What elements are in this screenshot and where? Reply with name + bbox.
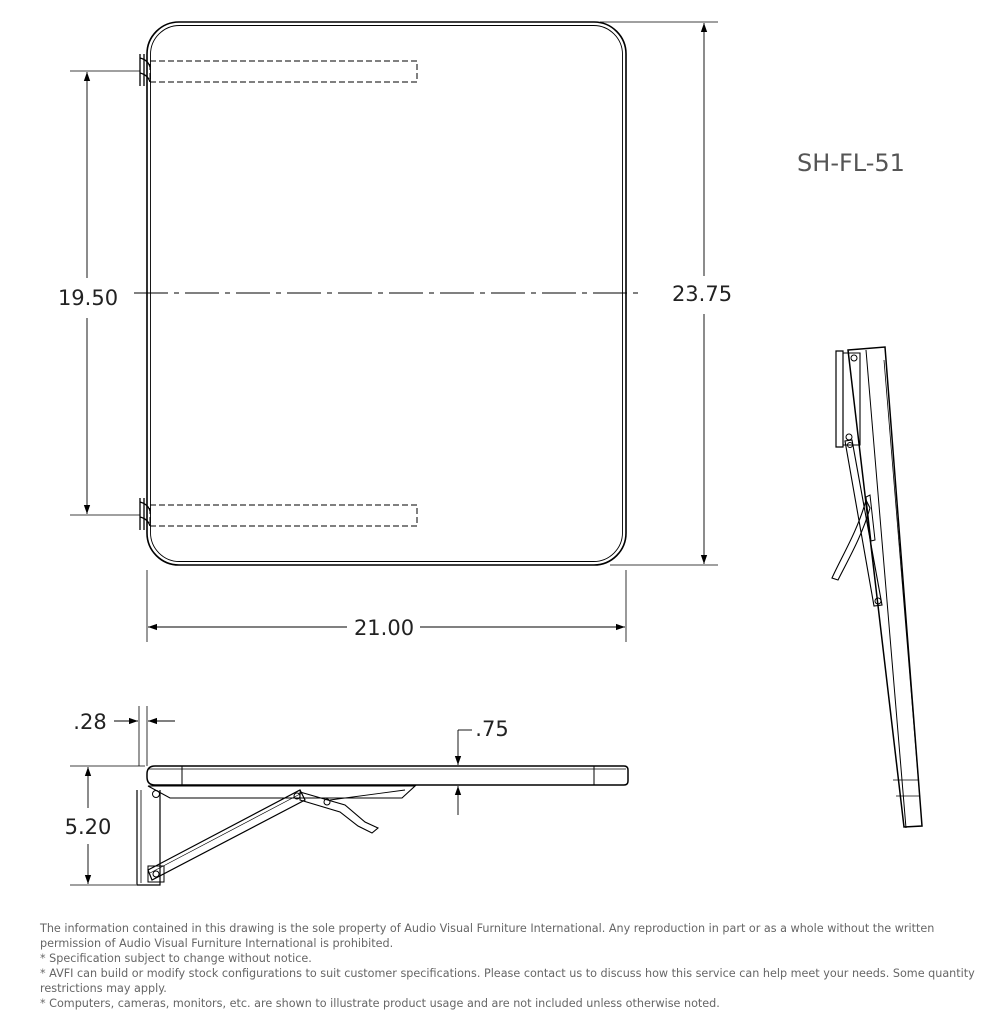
wall-hook-top — [140, 54, 150, 86]
note-item: * Specification subject to change without notice. — [40, 952, 312, 965]
wall-hook-bottom — [140, 498, 150, 530]
dim-top-thickness — [458, 730, 472, 815]
note-item: * AVFI can build or modify stock configurations to suit customer specifications. Please contact us to discuss how this service can help meet your needs. Some quantity restrictions may apply. — [40, 967, 975, 995]
dim-label-bracket-spacing: 19.50 — [57, 286, 119, 310]
note-item: * Computers, cameras, monitors, etc. are shown to illustrate product usage and are not included unless otherwise noted. — [40, 997, 720, 1010]
dim-wall-offset — [114, 706, 175, 766]
ownership-note: The information contained in this drawing is the sole property of Audio Visual Furniture International. Any reproduction in part or as a whole without the written permission of Audio Visual Furniture International is prohibited. — [40, 922, 935, 950]
dim-label-top-thickness: .75 — [475, 717, 509, 741]
shelf-top-inner-outline — [151, 26, 623, 562]
dim-label-width: 21.00 — [353, 616, 415, 640]
top-view — [134, 22, 640, 565]
disclaimer-notes — [40, 921, 975, 1011]
model-number: SH-FL-51 — [797, 149, 905, 177]
shelf-top-outline — [147, 22, 626, 565]
side-view-deployed — [137, 766, 628, 885]
side-view-folded — [832, 347, 922, 828]
dim-label-bracket-height: 5.20 — [64, 815, 112, 839]
dim-label-wall-offset: .28 — [73, 710, 107, 734]
dim-label-overall-height: 23.75 — [671, 282, 733, 306]
bracket-hidden-top — [150, 61, 417, 82]
bracket-hidden-bottom — [150, 505, 417, 526]
